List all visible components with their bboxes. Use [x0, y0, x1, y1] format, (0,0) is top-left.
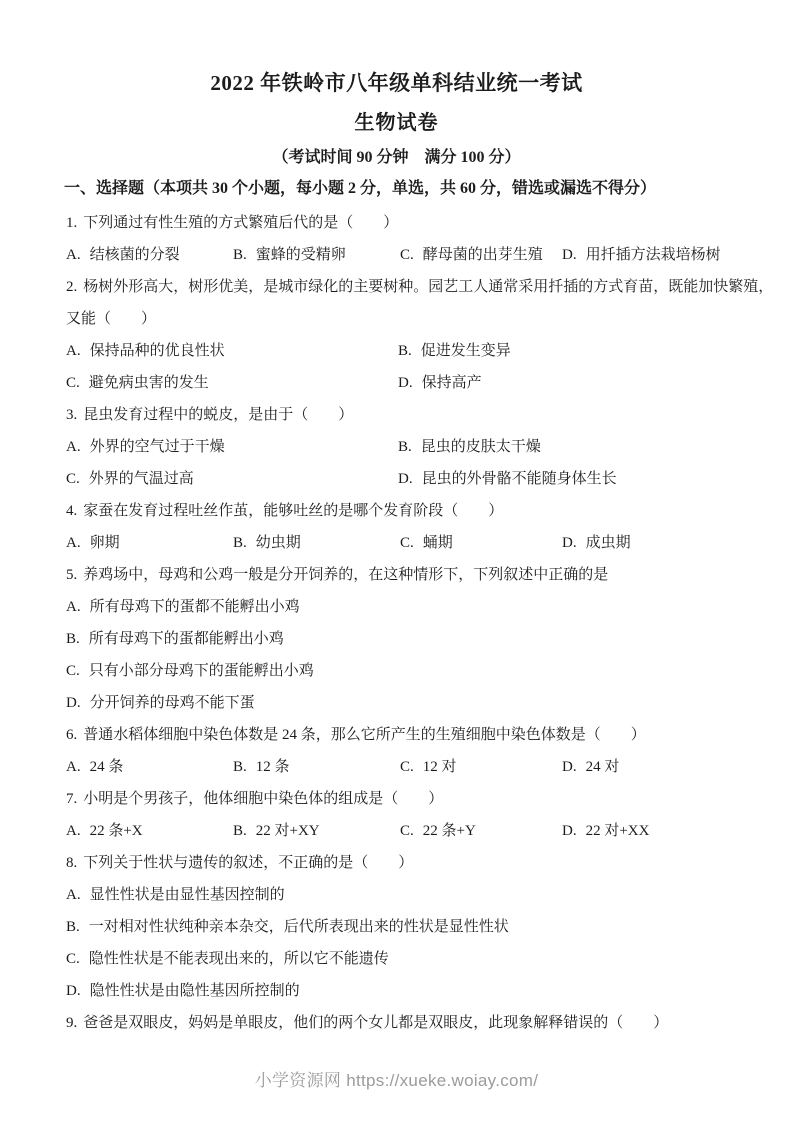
options-row — [66, 367, 753, 399]
option-label: A. — [66, 759, 81, 775]
section-header: 一、选择题（本项共 30 个小题，每小题 2 分，单选，共 60 分，错选或漏选不得分） — [64, 180, 657, 197]
option-label: C. — [400, 535, 414, 551]
question-stem-line — [66, 271, 774, 303]
option-text: 隐性性状是不能表现出来的，所以它不能遗传 — [88, 951, 389, 967]
option-label: A. — [66, 823, 81, 839]
question-number: 2. — [66, 279, 78, 295]
option-text: 成虫期 — [585, 535, 631, 551]
option-text: 酵母菌的出芽生殖 — [422, 247, 543, 263]
option-item — [66, 815, 143, 847]
question-number: 5. — [66, 567, 78, 583]
options-row — [66, 335, 753, 367]
option-label: A. — [66, 439, 81, 455]
option-item — [562, 527, 631, 559]
options-row — [66, 751, 753, 783]
option-item — [233, 815, 320, 847]
option-item — [66, 887, 285, 903]
option-label: C. — [400, 247, 414, 263]
options-row — [66, 623, 753, 655]
options-row — [66, 911, 753, 943]
question-number: 1. — [66, 215, 78, 231]
option-item — [400, 751, 457, 783]
option-item — [398, 463, 617, 495]
question-block — [66, 783, 753, 847]
option-label: D. — [562, 535, 577, 551]
option-text: 一对相对性状纯种亲本杂交，后代所表现出来的性状是显性性状 — [88, 919, 509, 935]
option-item — [66, 751, 123, 783]
question-number: 7. — [66, 791, 78, 807]
option-text: 24 条 — [89, 759, 124, 775]
option-label: A. — [66, 247, 81, 263]
option-label: C. — [66, 951, 80, 967]
option-label: C. — [66, 663, 80, 679]
question-stem-line — [66, 719, 753, 751]
question-stem-text: 爸爸是双眼皮，妈妈是单眼皮，他们的两个女儿都是双眼皮，此现象解释错误的（ ） — [83, 1015, 669, 1031]
question-stem-text: 家蚕在发育过程吐丝作茧，能够吐丝的是哪个发育阶段（ ） — [83, 503, 504, 519]
option-text: 保持高产 — [421, 375, 482, 391]
option-label: D. — [398, 471, 413, 487]
option-label: C. — [66, 471, 80, 487]
question-block — [66, 271, 774, 399]
option-item — [400, 239, 543, 271]
option-text: 显性性状是由显性基因控制的 — [89, 887, 285, 903]
option-text: 结核菌的分裂 — [89, 247, 180, 263]
option-label: D. — [562, 823, 577, 839]
question-stem-text: 下列通过有性生殖的方式繁殖后代的是（ ） — [83, 215, 399, 231]
option-item — [400, 527, 453, 559]
option-text: 12 对 — [422, 759, 457, 775]
option-label: D. — [66, 983, 81, 999]
options-row — [66, 943, 753, 975]
options-row — [66, 687, 753, 719]
option-text: 分开饲养的母鸡不能下蛋 — [89, 695, 255, 711]
option-label: C. — [400, 759, 414, 775]
question-stem-line — [66, 399, 753, 431]
question-block — [66, 1007, 753, 1039]
option-item — [66, 631, 284, 647]
exam-info-line: （考试时间 90 分钟 满分 100 分） — [272, 149, 521, 166]
question-stem-line — [66, 207, 753, 239]
option-item — [66, 983, 300, 999]
option-item — [66, 239, 180, 271]
option-text: 24 对 — [585, 759, 620, 775]
option-label: B. — [398, 343, 412, 359]
option-label: B. — [66, 919, 80, 935]
option-label: B. — [233, 535, 247, 551]
option-item — [66, 663, 314, 679]
options-row — [66, 591, 753, 623]
option-item — [398, 431, 541, 463]
option-text: 只有小部分母鸡下的蛋能孵出小鸡 — [88, 663, 314, 679]
question-number: 8. — [66, 855, 78, 871]
option-text: 避免病虫害的发生 — [88, 375, 209, 391]
question-block — [66, 559, 753, 719]
option-item — [398, 335, 511, 367]
option-text: 蜜蜂的受精卵 — [255, 247, 346, 263]
options-row — [66, 431, 753, 463]
option-label: B. — [398, 439, 412, 455]
option-label: D. — [398, 375, 413, 391]
option-item — [66, 527, 120, 559]
option-label: D. — [66, 695, 81, 711]
options-row — [66, 655, 753, 687]
option-item — [562, 815, 649, 847]
option-label: B. — [66, 631, 80, 647]
options-row — [66, 879, 753, 911]
option-item — [66, 599, 300, 615]
options-row — [66, 815, 753, 847]
option-text: 外界的空气过于干燥 — [89, 439, 225, 455]
option-label: A. — [66, 535, 81, 551]
question-block — [66, 847, 753, 1007]
option-label: D. — [562, 759, 577, 775]
question-number: 9. — [66, 1015, 78, 1031]
question-stem-text: 又能（ ） — [66, 311, 157, 327]
option-text: 所有母鸡下的蛋都能孵出小鸡 — [88, 631, 284, 647]
option-text: 12 条 — [255, 759, 290, 775]
question-number: 6. — [66, 727, 78, 743]
question-stem-line — [66, 1007, 753, 1039]
option-text: 昆虫的皮肤太干燥 — [420, 439, 541, 455]
option-text: 促进发生变异 — [420, 343, 511, 359]
option-text: 用扦插方法栽培杨树 — [585, 247, 721, 263]
option-text: 幼虫期 — [255, 535, 301, 551]
option-label: A. — [66, 599, 81, 615]
question-block — [66, 399, 753, 495]
option-text: 22 条+X — [89, 823, 143, 839]
option-text: 保持品种的优良性状 — [89, 343, 225, 359]
option-label: B. — [233, 759, 247, 775]
option-text: 22 对+XY — [255, 823, 320, 839]
question-stem-text: 普通水稻体细胞中染色体数是 24 条，那么它所产生的生殖细胞中染色体数是（ ） — [83, 727, 646, 743]
option-item — [66, 431, 225, 463]
questions-area — [66, 207, 774, 1039]
page-title: 2022 年铁岭市八年级单科结业统一考试 — [210, 71, 583, 95]
options-row — [66, 463, 753, 495]
option-item — [398, 367, 482, 399]
option-item — [66, 463, 194, 495]
option-label: C. — [400, 823, 414, 839]
option-label: A. — [66, 343, 81, 359]
option-label: C. — [66, 375, 80, 391]
option-text: 昆虫的外骨骼不能随身体生长 — [421, 471, 617, 487]
option-label: B. — [233, 823, 247, 839]
question-block — [66, 207, 753, 271]
question-stem-line — [66, 559, 753, 591]
question-stem-text: 小明是个男孩子，他体细胞中染色体的组成是（ ） — [83, 791, 444, 807]
question-stem-line — [66, 847, 753, 879]
option-item — [66, 367, 209, 399]
option-text: 所有母鸡下的蛋都不能孵出小鸡 — [89, 599, 300, 615]
option-item — [562, 239, 721, 271]
option-item — [400, 815, 476, 847]
page-subtitle: 生物试卷 — [354, 112, 439, 134]
option-item — [233, 751, 290, 783]
options-row — [66, 239, 753, 271]
question-stem-text: 昆虫发育过程中的蜕皮，是由于（ ） — [83, 407, 354, 423]
option-label: B. — [233, 247, 247, 263]
option-text: 外界的气温过高 — [88, 471, 194, 487]
option-label: D. — [562, 247, 577, 263]
question-block — [66, 495, 753, 559]
option-item — [66, 335, 225, 367]
footer-site-text: 小学资源网 https://xueke.woiay.com/ — [254, 1071, 539, 1090]
question-number: 4. — [66, 503, 78, 519]
question-stem-text: 养鸡场中，母鸡和公鸡一般是分开饲养的，在这种情形下，下列叙述中正确的是 — [83, 567, 609, 583]
option-text: 蛹期 — [422, 535, 453, 551]
option-item — [562, 751, 619, 783]
question-stem-text: 下列关于性状与遗传的叙述，不正确的是（ ） — [83, 855, 414, 871]
question-stem-line — [66, 303, 753, 335]
options-row — [66, 975, 753, 1007]
option-label: A. — [66, 887, 81, 903]
option-text: 22 对+XX — [585, 823, 650, 839]
option-text: 22 条+Y — [422, 823, 476, 839]
question-stem-text: 杨树外形高大，树形优美，是城市绿化的主要树种。园艺工人通常采用扦插的方式育苗，既能加快繁殖， — [83, 279, 774, 295]
question-number: 3. — [66, 407, 78, 423]
page-footer — [0, 1066, 793, 1091]
option-text: 隐性性状是由隐性基因所控制的 — [89, 983, 300, 999]
question-stem-line — [66, 783, 753, 815]
question-block — [66, 719, 753, 783]
options-row — [66, 527, 753, 559]
option-text: 卵期 — [89, 535, 120, 551]
option-item — [233, 527, 301, 559]
option-item — [66, 951, 389, 967]
question-stem-line — [66, 495, 753, 527]
option-item — [66, 919, 509, 935]
option-item — [66, 695, 255, 711]
option-item — [233, 239, 346, 271]
